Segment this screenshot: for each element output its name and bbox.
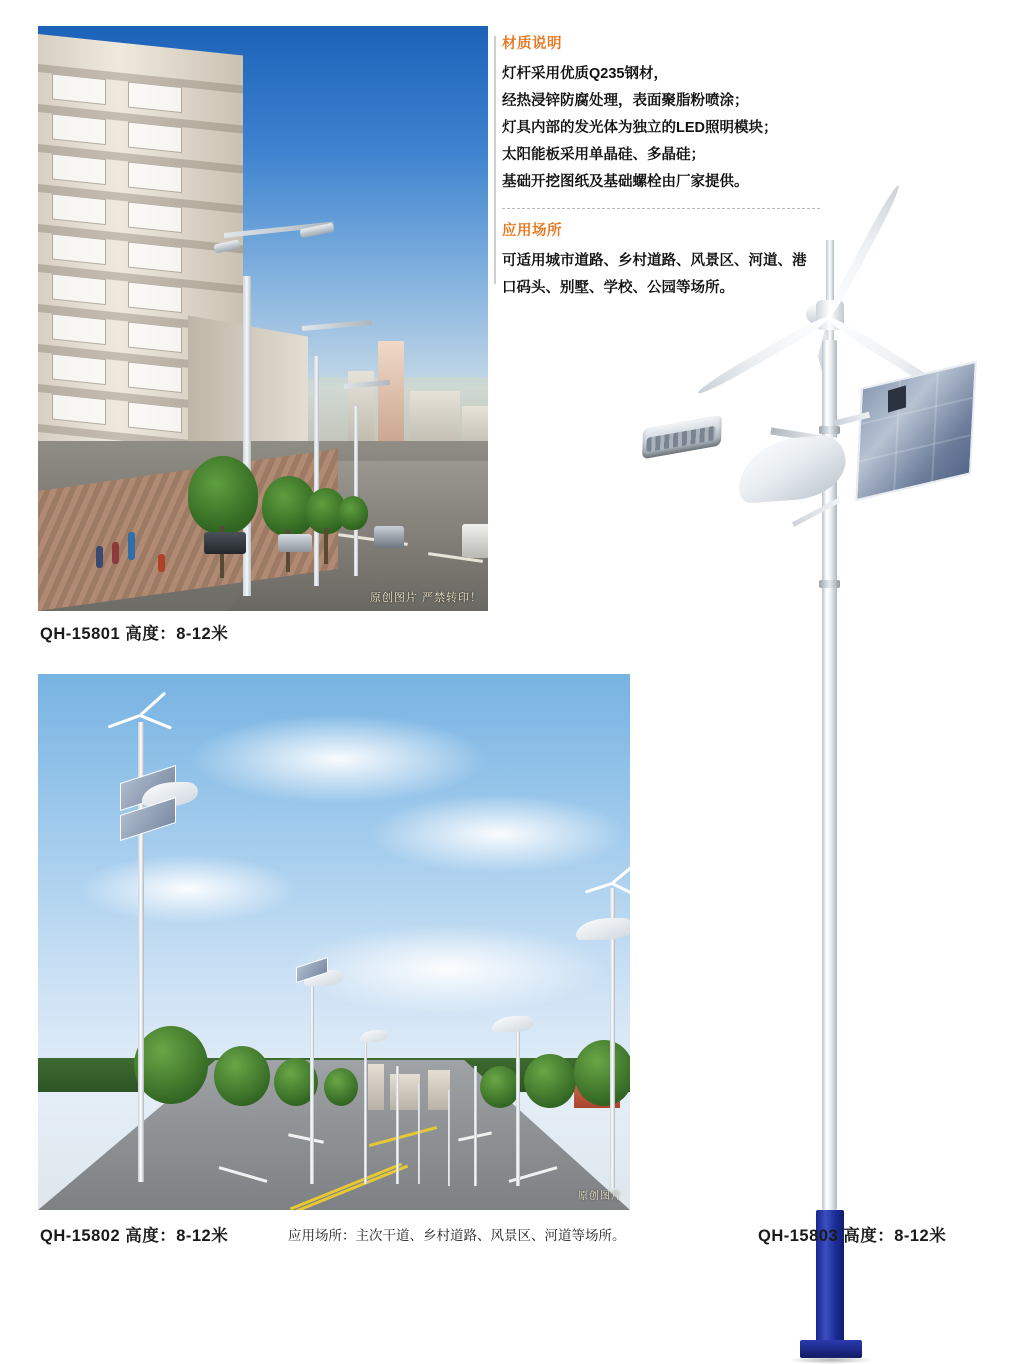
tree xyxy=(324,1068,358,1106)
mast-collar xyxy=(819,426,840,434)
tree xyxy=(574,1040,630,1106)
product-render-qh15803 xyxy=(620,180,1020,1215)
caption-qh15802: QH-15802 高度：8-12米 xyxy=(40,1227,229,1245)
hybrid-pole xyxy=(396,1066,399,1184)
application-text: 可适用城市道路、乡村道路、风景区、河道、港口码头、别墅、学校、公园等场所。 xyxy=(502,253,807,296)
tree xyxy=(188,456,258,534)
car xyxy=(278,534,312,552)
hybrid-pole xyxy=(310,974,314,1184)
street-light-pole-far xyxy=(354,406,358,576)
lamp-arm-fairing xyxy=(360,1030,388,1042)
van xyxy=(374,526,404,548)
truck xyxy=(462,524,488,558)
tree xyxy=(480,1066,520,1108)
application-note: 应用场所：主次干道、乡村道路、风景区、河道等场所。 xyxy=(288,1228,626,1243)
product-photo-qh15801 xyxy=(38,26,488,611)
tree xyxy=(134,1026,208,1104)
pedestrian xyxy=(96,546,103,568)
material-line-5: 基础开挖图纸及基础螺栓由厂家提供。 xyxy=(502,174,749,190)
tree xyxy=(338,496,368,530)
hybrid-pole xyxy=(418,1084,420,1184)
caption-qh15803: QH-15803 高度：8-12米 xyxy=(758,1227,947,1245)
turbine-blade xyxy=(824,183,902,320)
material-line-3: 灯具内部的发光体为独立的LED照明模块； xyxy=(502,120,778,136)
ground-shadow xyxy=(788,1356,874,1364)
street-light-pole-mid xyxy=(314,356,319,586)
caption-qh15801: QH-15801 高度：8-12米 xyxy=(40,625,229,643)
far-building xyxy=(368,1064,384,1110)
tree xyxy=(524,1054,576,1108)
material-heading: 材质说明 xyxy=(502,36,562,52)
lamp-arm-fairing xyxy=(492,1016,534,1032)
far-building xyxy=(390,1074,420,1110)
material-line-4: 太阳能板采用单晶硅、多晶硅； xyxy=(502,147,705,163)
hybrid-pole xyxy=(364,1034,367,1184)
material-line-2: 经热浸锌防腐处理，表面聚脂粉喷涂； xyxy=(502,93,749,109)
turbine-blade xyxy=(696,314,831,397)
watermark-text: 原创图片 严禁转印！ xyxy=(369,592,482,604)
material-line-1: 灯杆采用优质Q235钢材， xyxy=(502,66,668,82)
watermark-text: 原创图片 xyxy=(578,1191,622,1202)
application-heading: 应用场所 xyxy=(502,223,562,239)
solar-panel xyxy=(855,361,977,502)
product-photo-qh15802 xyxy=(38,674,630,1210)
far-building xyxy=(428,1070,450,1110)
lamp-arm-fairing xyxy=(576,918,630,940)
mast-collar xyxy=(819,580,840,588)
pedestrian xyxy=(158,554,165,572)
hybrid-pole xyxy=(474,1066,477,1186)
car xyxy=(204,532,246,554)
pedestrian xyxy=(112,542,119,564)
panel-left-rule xyxy=(494,36,496,284)
hybrid-pole xyxy=(448,1090,450,1186)
mast-upper xyxy=(826,240,834,350)
hybrid-pole xyxy=(516,1020,520,1186)
tree xyxy=(214,1046,270,1106)
pedestrian xyxy=(128,532,135,560)
